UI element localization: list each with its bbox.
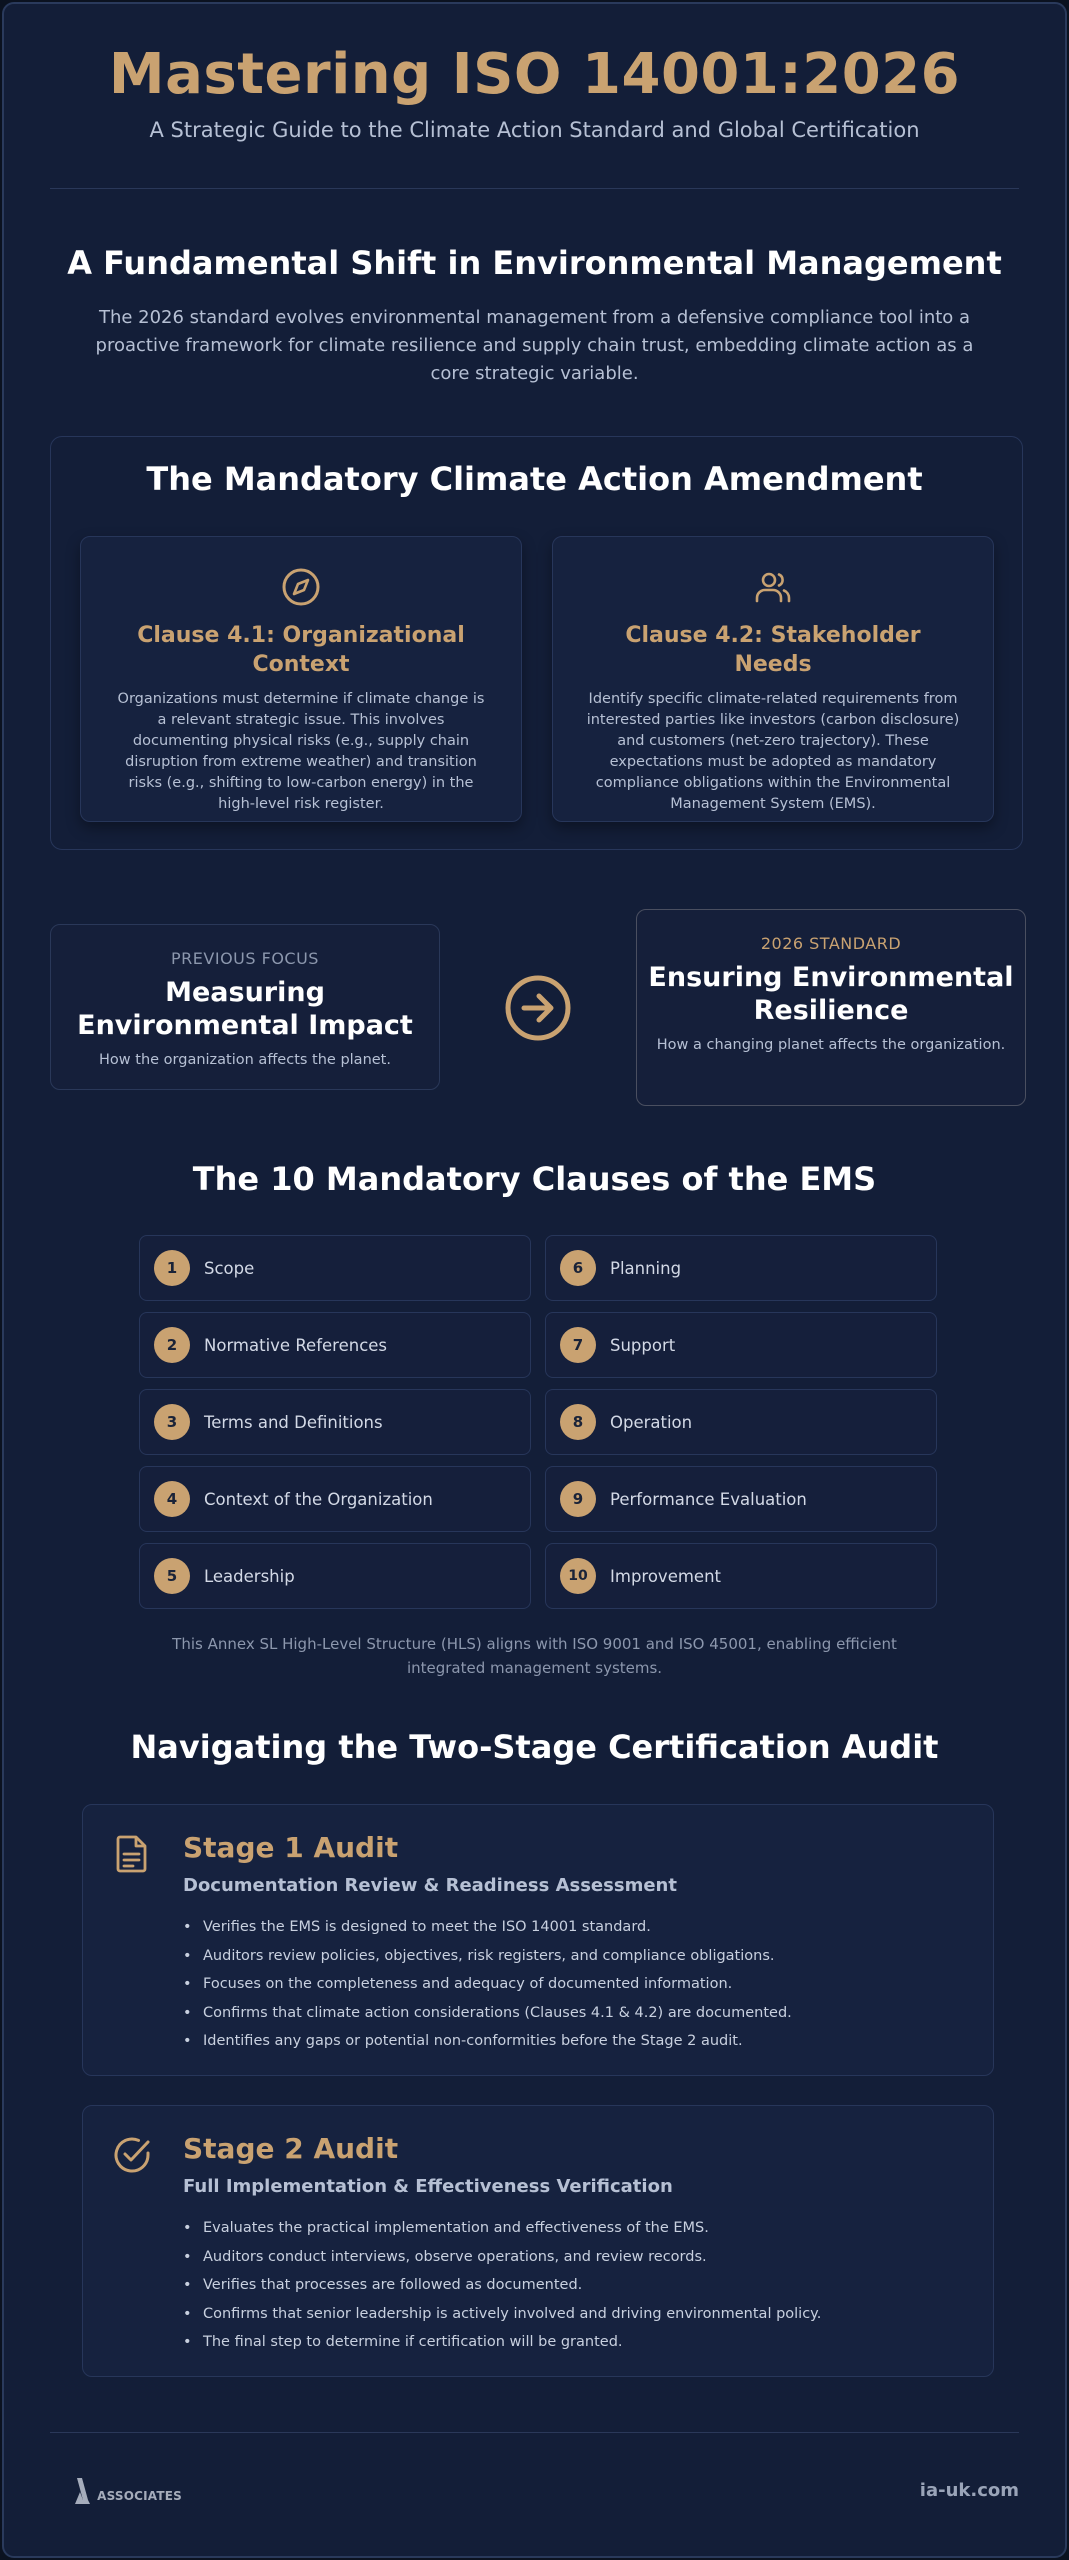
clause-card-title: Clause 4.1: Organizational Context xyxy=(137,623,465,677)
website-link[interactable]: ia-uk.com xyxy=(919,2480,1019,2501)
list-item: • The final step to determine if certification will be granted. xyxy=(183,2328,821,2357)
infographic-page xyxy=(2,2,1067,2558)
clause-item-9 xyxy=(545,1466,937,1532)
footer-divider xyxy=(50,2432,1019,2433)
clause-card-title: Clause 4.2: Stakeholder Needs xyxy=(625,623,921,677)
clause-name: Context of the Organization xyxy=(204,1489,433,1509)
clause-number-badge: 10 xyxy=(560,1558,596,1594)
stage-title: Stage 1 Audit xyxy=(183,1831,399,1864)
clause-number-badge: 3 xyxy=(154,1404,190,1440)
page-title: Mastering ISO 14001:2026 xyxy=(108,42,961,107)
list-item: • Identifies any gaps or potential non-conformities before the Stage 2 audit. xyxy=(183,2027,792,2056)
clause-number-badge: 4 xyxy=(154,1481,190,1517)
stage-title: Stage 2 Audit xyxy=(183,2132,399,2165)
clause-card-4-2 xyxy=(552,536,994,822)
previous-focus-text: How the organization affects the planet. xyxy=(99,1052,391,1068)
list-item: • Confirms that senior leadership is actively involved and driving environmental policy. xyxy=(183,2300,821,2329)
check-circle-icon xyxy=(111,2134,153,2176)
clause-item-10 xyxy=(545,1543,937,1609)
clause-item-7 xyxy=(545,1312,937,1378)
list-item: • Auditors review policies, objectives, risk registers, and compliance obligations. xyxy=(183,1942,792,1971)
clause-item-4 xyxy=(139,1466,531,1532)
clause-name: Terms and Definitions xyxy=(204,1412,383,1432)
list-item: • Focuses on the completeness and adequacy of documented information. xyxy=(183,1970,792,1999)
clause-number-badge: 2 xyxy=(154,1327,190,1363)
logo-text: ASSOCIATES xyxy=(97,2489,182,2503)
current-focus-card xyxy=(636,909,1026,1106)
stage-points xyxy=(183,1913,792,2056)
clause-item-3 xyxy=(139,1389,531,1455)
users-icon xyxy=(753,567,793,607)
clause-name: Performance Evaluation xyxy=(610,1489,807,1509)
clause-name: Leadership xyxy=(204,1566,295,1586)
clause-item-5 xyxy=(139,1543,531,1609)
logo-mark-icon xyxy=(74,2478,92,2504)
clause-item-8 xyxy=(545,1389,937,1455)
arrow-right-circle-icon xyxy=(504,974,572,1042)
audit-title: Navigating the Two-Stage Certification Audit xyxy=(130,1728,939,1766)
stage-points xyxy=(183,2214,821,2357)
clause-number-badge: 1 xyxy=(154,1250,190,1286)
clause-name: Scope xyxy=(204,1258,255,1278)
amendment-title: The Mandatory Climate Action Amendment xyxy=(146,460,923,498)
previous-focus-title: Measuring Environmental Impact xyxy=(77,977,413,1041)
company-logo[interactable] xyxy=(74,2478,182,2504)
clause-card-text: Organizations must determine if climate change is a relevant strategic issue. This involves documenting physical risks (e.g., supply chain disruption from extreme weather) and transition risks (e.g., shifting to low-carbon energy) in the high-level risk register. xyxy=(117,691,485,812)
clause-number-badge: 6 xyxy=(560,1250,596,1286)
document-icon xyxy=(111,1833,153,1875)
current-focus-title: Ensuring Environmental Resilience xyxy=(648,962,1014,1026)
clause-name: Planning xyxy=(610,1258,682,1278)
list-item: • Verifies that processes are followed as documented. xyxy=(183,2271,821,2300)
current-focus-text: How a changing planet affects the organization. xyxy=(656,1037,1006,1053)
clauses-title: The 10 Mandatory Clauses of the EMS xyxy=(192,1160,877,1198)
stage-2-card xyxy=(82,2105,994,2377)
stage-subtitle: Documentation Review & Readiness Assessment xyxy=(183,1875,677,1896)
clause-number-badge: 7 xyxy=(560,1327,596,1363)
clause-item-1 xyxy=(139,1235,531,1301)
clause-item-6 xyxy=(545,1235,937,1301)
list-item: • Evaluates the practical implementation and effectiveness of the EMS. xyxy=(183,2214,821,2243)
list-item: • Confirms that climate action considerations (Clauses 4.1 & 4.2) are documented. xyxy=(183,1999,792,2028)
previous-focus-label: PREVIOUS FOCUS xyxy=(171,949,319,968)
clause-name: Normative References xyxy=(204,1335,388,1355)
clause-name: Support xyxy=(610,1335,676,1355)
page-subtitle: A Strategic Guide to the Climate Action Standard and Global Certification xyxy=(149,118,920,142)
intro-title: A Fundamental Shift in Environmental Management xyxy=(67,244,1002,282)
previous-focus-card xyxy=(50,924,440,1090)
clause-number-badge: 5 xyxy=(154,1558,190,1594)
clause-card-text: Identify specific climate-related requirements from interested parties like investors (carbon disclosure) and customers (net-zero trajectory). These expectations must be adopted as mandatory compliance obligations within the Environmental Management System (EMS). xyxy=(586,691,960,812)
clause-number-badge: 9 xyxy=(560,1481,596,1517)
clause-card-4-1 xyxy=(80,536,522,822)
clause-name: Operation xyxy=(610,1412,693,1432)
current-focus-label: 2026 STANDARD xyxy=(760,934,902,953)
compass-icon xyxy=(281,567,321,607)
clause-item-2 xyxy=(139,1312,531,1378)
list-item: • Auditors conduct interviews, observe operations, and review records. xyxy=(183,2243,821,2272)
stage-subtitle: Full Implementation & Effectiveness Verification xyxy=(183,2176,673,2197)
intro-text: The 2026 standard evolves environmental management from a defensive compliance tool into a proactive framework for climate resilience and supply chain trust, embedding climate action as a core strategic variable. xyxy=(95,307,974,384)
header-divider xyxy=(50,188,1019,189)
stage-1-card xyxy=(82,1804,994,2076)
hls-note: This Annex SL High-Level Structure (HLS) aligns with ISO 9001 and ISO 45001, enabling efficient integrated management systems. xyxy=(172,1635,897,1677)
clause-number-badge: 8 xyxy=(560,1404,596,1440)
list-item: • Verifies the EMS is designed to meet the ISO 14001 standard. xyxy=(183,1913,792,1942)
clause-name: Improvement xyxy=(610,1566,721,1586)
